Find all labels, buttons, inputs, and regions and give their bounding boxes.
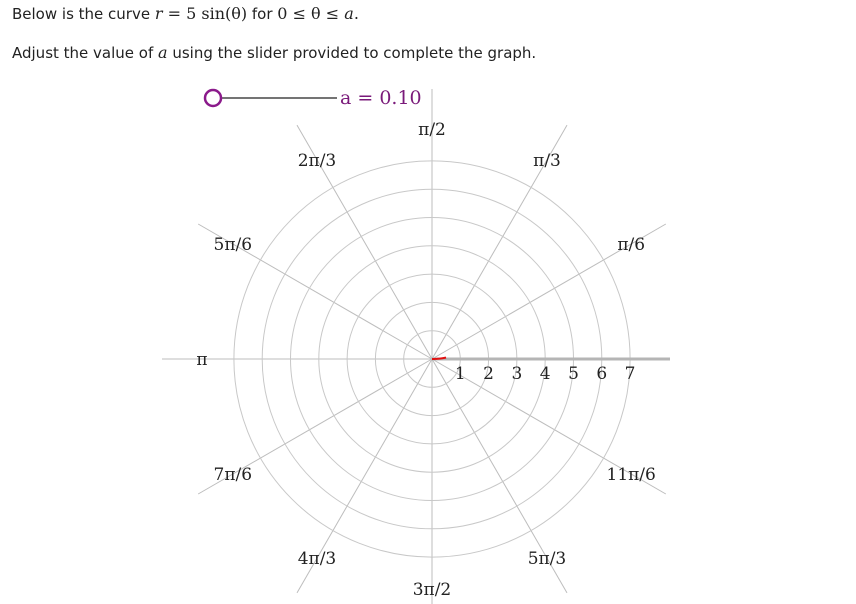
variable-a: a [158, 43, 168, 62]
angle-label: π/6 [617, 235, 646, 255]
angle-label: π/2 [418, 120, 446, 140]
angle-label: 2π/3 [297, 150, 337, 171]
angle-label: 4π/3 [297, 549, 337, 570]
slider-value-label: a = 0.10 [340, 87, 422, 109]
angle-label: 7π/6 [213, 465, 253, 485]
radius-label: 6 [596, 364, 608, 384]
for-text: for [251, 5, 273, 23]
curve-equation: r = 5 sin(θ) [154, 4, 248, 23]
question-line-2: Adjust the value of a using the slider provided to complete the graph. [12, 43, 537, 62]
question-prefix: Below is the curve [12, 5, 151, 23]
radius-label: 7 [624, 364, 636, 384]
radius-label: 3 [511, 364, 523, 384]
angle-label: 5π/3 [527, 549, 567, 570]
radius-label: 2 [483, 364, 495, 384]
radius-label: 5 [568, 364, 579, 384]
slider-handle[interactable] [205, 90, 221, 106]
angle-label: π [196, 350, 208, 370]
angle-label: 5π/6 [213, 235, 253, 255]
angle-label: 11π/6 [606, 465, 656, 485]
angle-label: π/3 [533, 150, 561, 171]
radius-label: 4 [539, 364, 551, 384]
angle-label: 3π/2 [412, 580, 452, 600]
radius-label: 1 [454, 364, 466, 384]
a-slider[interactable] [205, 87, 422, 109]
domain-expression: 0 ≤ θ ≤ a. [277, 4, 359, 23]
